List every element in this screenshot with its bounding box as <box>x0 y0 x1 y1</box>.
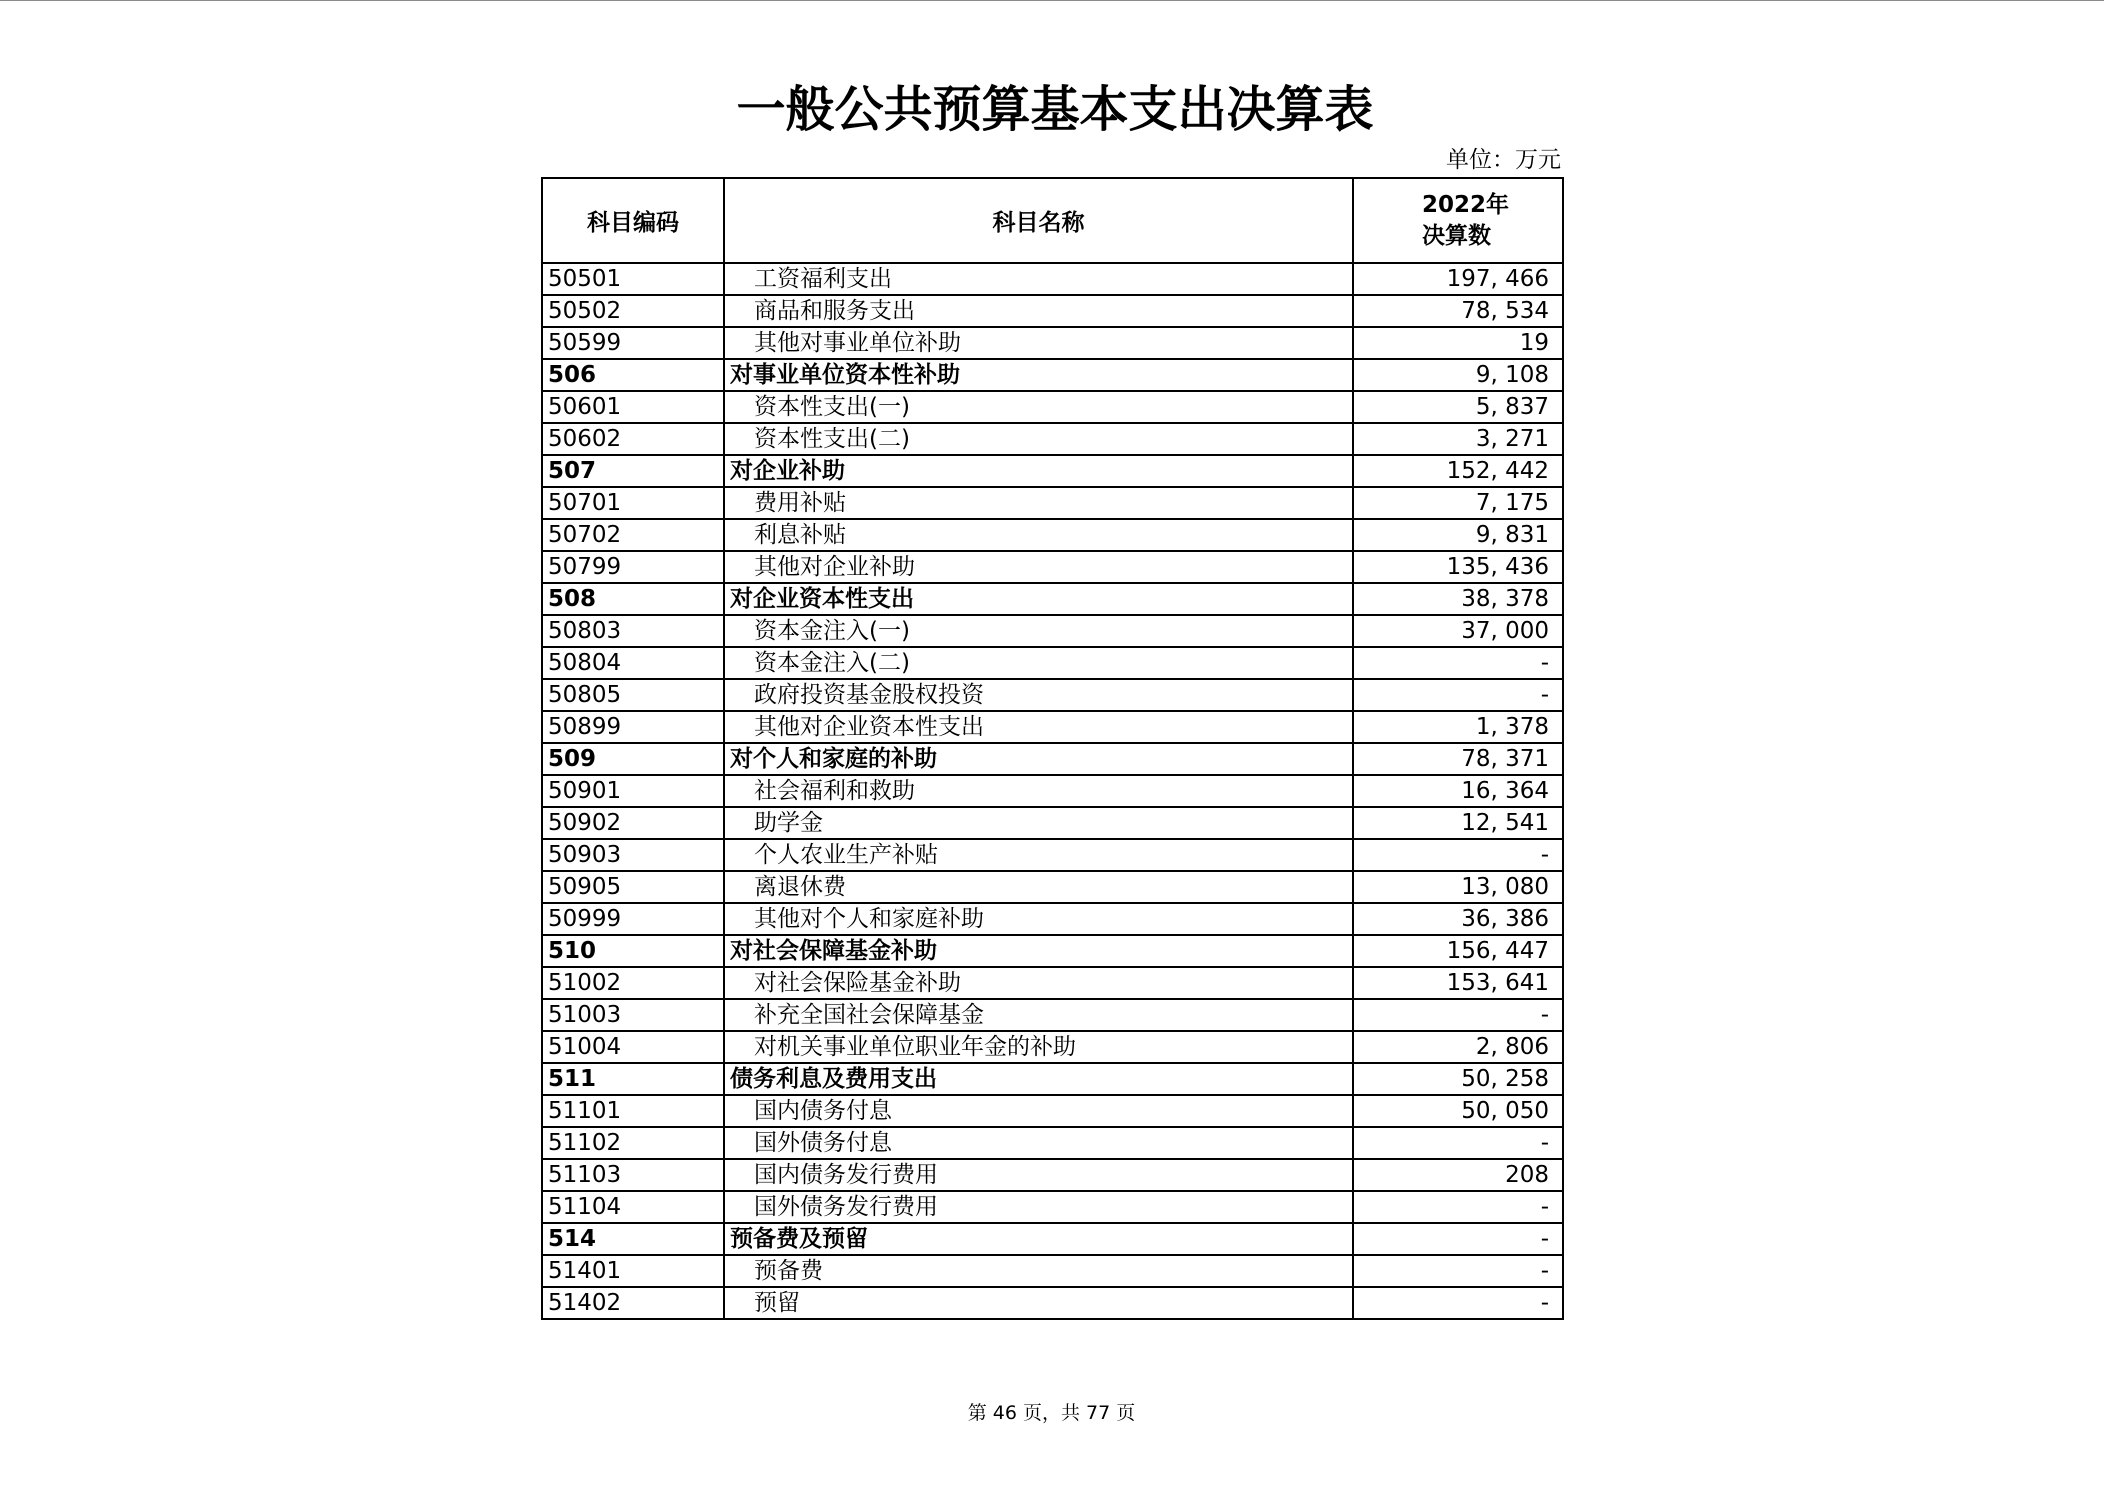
table-row <box>542 679 1563 711</box>
cell-code: 51401 <box>542 1255 724 1287</box>
unit-label: 单位：万元 <box>1446 147 1561 173</box>
table-row <box>542 1287 1563 1319</box>
cell-name: 离退休费 <box>724 871 1353 903</box>
table-group-row <box>542 1223 1563 1255</box>
table-row <box>542 903 1563 935</box>
cell-value: - <box>1353 1223 1563 1255</box>
cell-code: 514 <box>542 1223 724 1255</box>
cell-value: 208 <box>1353 1159 1563 1191</box>
header-name: 科目名称 <box>724 178 1353 263</box>
table-row <box>542 839 1563 871</box>
table-group-row <box>542 583 1563 615</box>
cell-name: 其他对企业补助 <box>724 551 1353 583</box>
cell-code: 509 <box>542 743 724 775</box>
cell-code: 50805 <box>542 679 724 711</box>
cell-name: 其他对企业资本性支出 <box>724 711 1353 743</box>
cell-value: 1, 378 <box>1353 711 1563 743</box>
cell-value: 16, 364 <box>1353 775 1563 807</box>
cell-code: 508 <box>542 583 724 615</box>
cell-name: 国外债务发行费用 <box>724 1191 1353 1223</box>
cell-code: 51004 <box>542 1031 724 1063</box>
cell-code: 50899 <box>542 711 724 743</box>
page-footer: 第 46 页，共 77 页 <box>967 1402 1136 1424</box>
cell-value: - <box>1353 999 1563 1031</box>
cell-value: - <box>1353 1255 1563 1287</box>
cell-value: - <box>1353 679 1563 711</box>
cell-code: 50602 <box>542 423 724 455</box>
table-row <box>542 967 1563 999</box>
table-body <box>542 263 1563 1319</box>
cell-code: 51102 <box>542 1127 724 1159</box>
cell-value: 78, 534 <box>1353 295 1563 327</box>
cell-name: 国外债务付息 <box>724 1127 1353 1159</box>
cell-name: 预留 <box>724 1287 1353 1319</box>
cell-value: 13, 080 <box>1353 871 1563 903</box>
cell-value: 78, 371 <box>1353 743 1563 775</box>
cell-value: 9, 108 <box>1353 359 1563 391</box>
table-row <box>542 1127 1563 1159</box>
cell-code: 51402 <box>542 1287 724 1319</box>
cell-value: 197, 466 <box>1353 263 1563 295</box>
cell-name: 补充全国社会保障基金 <box>724 999 1353 1031</box>
cell-name: 其他对事业单位补助 <box>724 327 1353 359</box>
cell-value: 135, 436 <box>1353 551 1563 583</box>
cell-code: 50701 <box>542 487 724 519</box>
table-row <box>542 999 1563 1031</box>
cell-name: 债务利息及费用支出 <box>724 1063 1353 1095</box>
table-row <box>542 295 1563 327</box>
header-value <box>1353 178 1563 263</box>
cell-name: 对社会保险基金补助 <box>724 967 1353 999</box>
cell-code: 50501 <box>542 263 724 295</box>
cell-code: 50702 <box>542 519 724 551</box>
table-group-row <box>542 1063 1563 1095</box>
cell-value: 5, 837 <box>1353 391 1563 423</box>
cell-value: 36, 386 <box>1353 903 1563 935</box>
cell-value: 12, 541 <box>1353 807 1563 839</box>
table-row <box>542 423 1563 455</box>
cell-value: 2, 806 <box>1353 1031 1563 1063</box>
header-value-year: 2022年 <box>1422 191 1510 218</box>
cell-value: 38, 378 <box>1353 583 1563 615</box>
table-row <box>542 775 1563 807</box>
table-row <box>542 327 1563 359</box>
table-row <box>542 519 1563 551</box>
cell-code: 511 <box>542 1063 724 1095</box>
cell-name: 资本性支出(二) <box>724 423 1353 455</box>
cell-value: 153, 641 <box>1353 967 1563 999</box>
cell-name: 其他对个人和家庭补助 <box>724 903 1353 935</box>
cell-name: 国内债务付息 <box>724 1095 1353 1127</box>
cell-value: 3, 271 <box>1353 423 1563 455</box>
table-group-row <box>542 455 1563 487</box>
expenditure-table <box>541 177 1564 1320</box>
cell-code: 50905 <box>542 871 724 903</box>
header-value-label: 决算数 <box>1422 222 1491 249</box>
cell-value: 37, 000 <box>1353 615 1563 647</box>
cell-code: 50799 <box>542 551 724 583</box>
cell-code: 50902 <box>542 807 724 839</box>
cell-value: - <box>1353 1287 1563 1319</box>
table-row <box>542 1159 1563 1191</box>
cell-value: 50, 050 <box>1353 1095 1563 1127</box>
cell-name: 对个人和家庭的补助 <box>724 743 1353 775</box>
cell-code: 51104 <box>542 1191 724 1223</box>
cell-value: 9, 831 <box>1353 519 1563 551</box>
cell-code: 50502 <box>542 295 724 327</box>
table-row <box>542 1191 1563 1223</box>
cell-name: 社会福利和救助 <box>724 775 1353 807</box>
cell-code: 51101 <box>542 1095 724 1127</box>
cell-name: 资本性支出(一) <box>724 391 1353 423</box>
page-top-border <box>0 0 2104 1</box>
cell-value: 156, 447 <box>1353 935 1563 967</box>
cell-name: 政府投资基金股权投资 <box>724 679 1353 711</box>
cell-name: 对社会保障基金补助 <box>724 935 1353 967</box>
cell-name: 费用补贴 <box>724 487 1353 519</box>
cell-code: 507 <box>542 455 724 487</box>
table-header-row <box>542 178 1563 263</box>
document-page <box>541 76 1561 1320</box>
table-row <box>542 263 1563 295</box>
table-group-row <box>542 359 1563 391</box>
cell-name: 对机关事业单位职业年金的补助 <box>724 1031 1353 1063</box>
cell-code: 50599 <box>542 327 724 359</box>
cell-name: 对事业单位资本性补助 <box>724 359 1353 391</box>
table-row <box>542 551 1563 583</box>
cell-name: 资本金注入(一) <box>724 615 1353 647</box>
cell-value: - <box>1353 839 1563 871</box>
cell-code: 51003 <box>542 999 724 1031</box>
cell-value: - <box>1353 1127 1563 1159</box>
cell-name: 对企业补助 <box>724 455 1353 487</box>
table-row <box>542 871 1563 903</box>
header-code: 科目编码 <box>542 178 724 263</box>
table-row <box>542 1095 1563 1127</box>
table-group-row <box>542 935 1563 967</box>
table-row <box>542 647 1563 679</box>
table-row <box>542 1255 1563 1287</box>
table-row <box>542 807 1563 839</box>
cell-name: 预备费 <box>724 1255 1353 1287</box>
cell-name: 助学金 <box>724 807 1353 839</box>
cell-value: 152, 442 <box>1353 455 1563 487</box>
cell-code: 50999 <box>542 903 724 935</box>
cell-code: 50901 <box>542 775 724 807</box>
cell-value: - <box>1353 1191 1563 1223</box>
cell-name: 国内债务发行费用 <box>724 1159 1353 1191</box>
cell-value: - <box>1353 647 1563 679</box>
table-row <box>542 487 1563 519</box>
cell-value: 50, 258 <box>1353 1063 1563 1095</box>
table-row <box>542 711 1563 743</box>
cell-code: 50903 <box>542 839 724 871</box>
cell-code: 50804 <box>542 647 724 679</box>
cell-name: 工资福利支出 <box>724 263 1353 295</box>
cell-code: 51002 <box>542 967 724 999</box>
cell-code: 506 <box>542 359 724 391</box>
cell-name: 商品和服务支出 <box>724 295 1353 327</box>
table-group-row <box>542 743 1563 775</box>
cell-name: 利息补贴 <box>724 519 1353 551</box>
cell-code: 50601 <box>542 391 724 423</box>
table-row <box>542 1031 1563 1063</box>
cell-name: 对企业资本性支出 <box>724 583 1353 615</box>
table-row <box>542 615 1563 647</box>
cell-code: 51103 <box>542 1159 724 1191</box>
document-title: 一般公共预算基本支出决算表 <box>736 81 1374 138</box>
cell-value: 19 <box>1353 327 1563 359</box>
table-row <box>542 391 1563 423</box>
cell-value: 7, 175 <box>1353 487 1563 519</box>
cell-code: 50803 <box>542 615 724 647</box>
cell-name: 个人农业生产补贴 <box>724 839 1353 871</box>
cell-name: 预备费及预留 <box>724 1223 1353 1255</box>
cell-code: 510 <box>542 935 724 967</box>
cell-name: 资本金注入(二) <box>724 647 1353 679</box>
